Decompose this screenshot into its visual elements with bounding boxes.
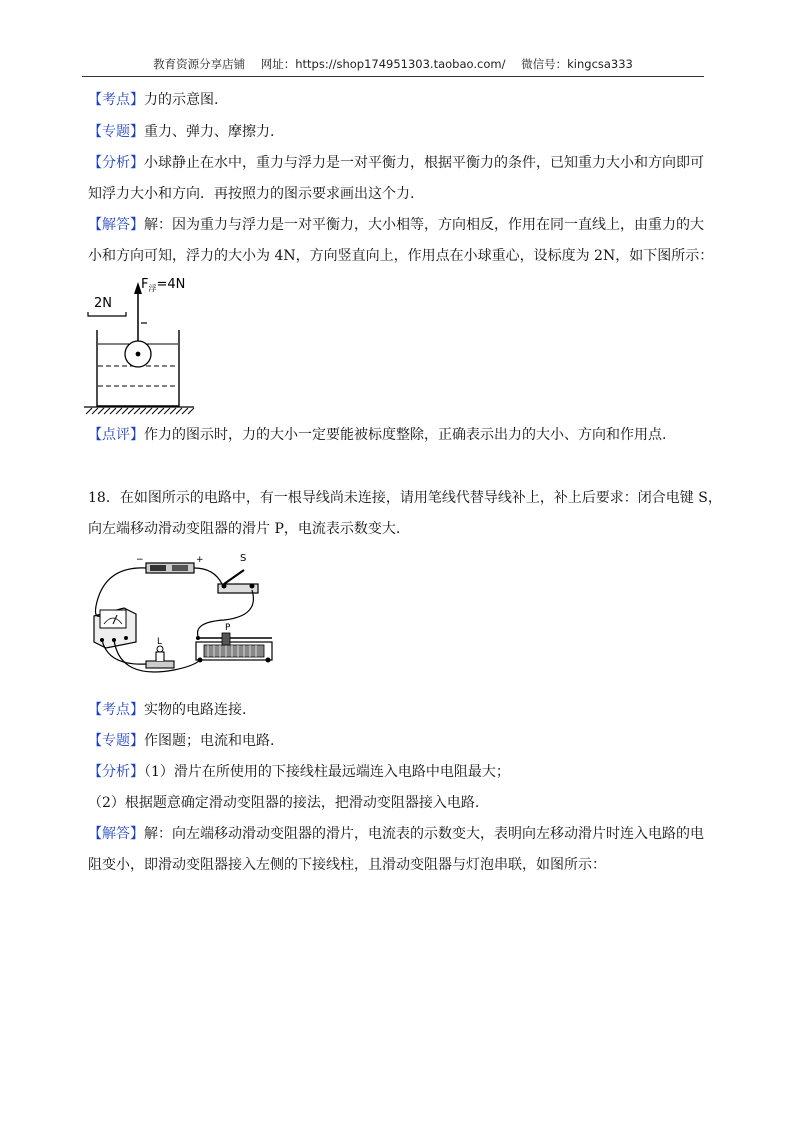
fenxi-text: 小球静止在水中，重力与浮力是一对平衡力，根据平衡力的条件，已知重力大小和方向即可 [144,155,704,171]
kaodian-text: 力的示意图. [144,92,219,108]
header-divider [82,76,704,77]
wechat-id: 微信号：kingcsa333 [521,57,633,71]
dianping-text: 作力的图示时，力的大小一定要能被标度整除，正确表示出力的大小、方向和作用点. [144,427,667,443]
q18-zhuanti [88,731,708,751]
switch-label: S [240,553,247,564]
fenxi-text: （1）滑片在所使用的下接线柱最远端连入电路中电阻最大； [144,764,510,780]
fenxi-tag: 【分析】 [88,764,144,780]
q18-stem-line2: 向左端移动滑动变阻器的滑片 P，电流表示数变大. [88,521,401,537]
q17-fenxi-line2: 知浮力大小和方向．再按照力的图示要求画出这个力. [88,186,415,202]
scale-bar [88,312,126,316]
jieda-text: 解：向左端移动滑动变阻器的滑片，电流表的示数变大，表明向左移动滑片时连入电路的电 [144,826,704,842]
kaodian-text: 实物的电路连接. [144,702,247,718]
zhuanti-tag: 【专题】 [88,733,144,749]
q17-zhuanti [88,122,708,142]
fenxi-tag: 【分析】 [88,155,144,171]
q18-fenxi-line1 [88,762,708,782]
ball-center [136,352,141,357]
q17-jieda-line2: 小和方向可知，浮力的大小为 4N，方向竖直向上，作用点在小球重心，设标度为 2N，如下图所示： [88,248,714,264]
q17-fenxi-line1 [88,153,708,173]
jieda-tag: 【解答】 [88,826,144,842]
q18-kaodian [88,700,708,720]
q17-dianping [88,425,708,445]
q18-stem-line1: 18．在如图所示的电路中，有一根导线尚未连接，请用笔线代替导线补上，补上后要求：闭合电键 S， [88,490,722,506]
q18-jieda-line2: 阻变小，即滑动变阻器接入左侧的下接线柱，且滑动变阻器与灯泡串联，如图所示： [88,857,606,873]
buoyancy-figure [84,276,196,416]
q17-jieda-line1 [88,215,708,235]
shop-name: 教育资源分享店铺 [153,57,246,71]
lamp-label: L [157,637,163,647]
ammeter [94,608,136,648]
q18-fenxi-line2: （2）根据题意确定滑动变阻器的接法，把滑动变阻器接入电路. [88,795,480,811]
jieda-tag: 【解答】 [88,217,144,233]
jieda-text: 解：因为重力与浮力是一对平衡力，大小相等，方向相反，作用在同一直线上，由重力的大 [144,217,704,233]
shop-url[interactable]: 网址：https://shop174951303.taobao.com/ [260,57,506,71]
slider-label: P [225,623,231,633]
rheostat [196,623,272,663]
force-label: $F_浮=4N$ [141,277,186,293]
ground-hatch [86,408,194,414]
page-header [82,56,704,76]
kaodian-tag: 【考点】 [88,92,144,108]
zhuanti-text: 重力、弹力、摩擦力. [144,124,275,140]
zhuanti-text: 作图题；电流和电路. [144,733,275,749]
svg-text:+: + [196,555,204,565]
circuit-figure [84,548,280,688]
zhuanti-tag: 【专题】 [88,124,144,140]
battery [136,555,204,573]
q17-kaodian [88,90,708,110]
switch [218,553,258,593]
lamp [146,637,174,668]
q18-jieda-line1 [88,824,708,844]
kaodian-tag: 【考点】 [88,702,144,718]
scale-label: 2N [94,296,112,311]
dianping-tag: 【点评】 [88,427,144,443]
svg-text:−: − [136,555,144,565]
